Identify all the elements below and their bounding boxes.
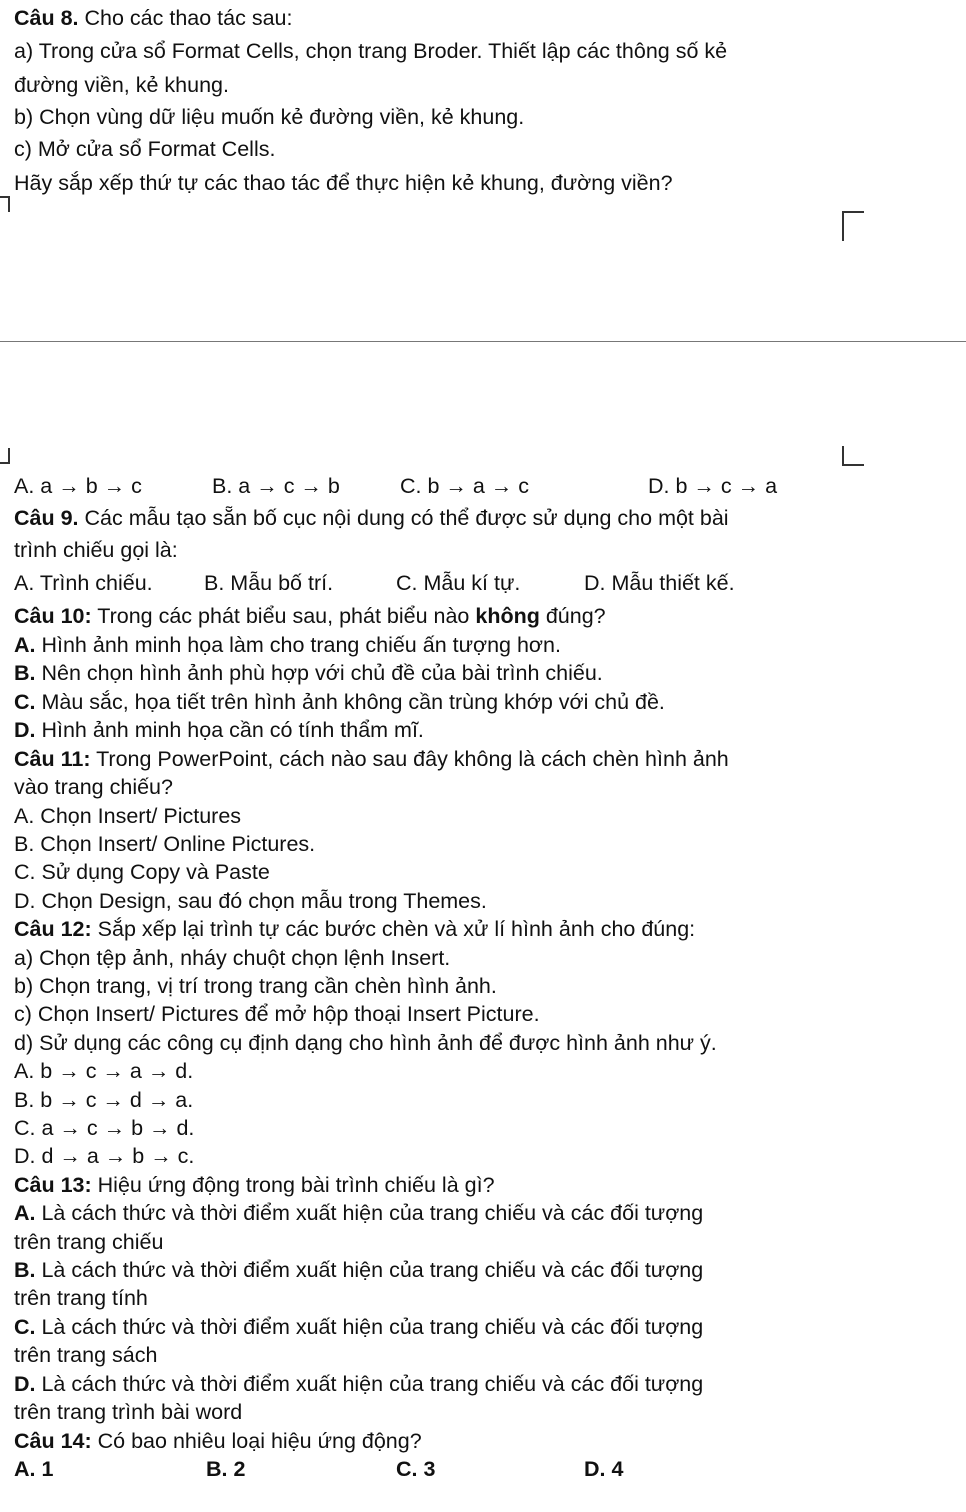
frame-corner-bottom-left [0,462,10,464]
option-letter: A. [14,633,36,657]
q8-option-c: C. b → a → c [400,474,530,498]
divider-line [0,341,966,342]
q13-stem [14,1171,495,1199]
q11-option-a: A. Chọn Insert/ Pictures [14,804,242,828]
q8-option-b: B. a → c → b [212,474,340,498]
q13-option-b-cont: trên trang tính [14,1286,148,1310]
q9-option-b: B. Mẫu bố trí. [204,571,334,595]
q13-option-c [14,1313,703,1341]
q8-item: Hãy sắp xếp thứ tự các thao tác để thực hiện kẻ khung, đường viền? [14,171,673,195]
question-number: Câu 14: [14,1429,92,1453]
question-text: Trong PowerPoint, cách nào sau đây không là cách chèn hình ảnh [90,747,729,771]
question-number: Câu 13: [14,1173,92,1197]
question-number: Câu 12: [14,917,92,941]
option-text: Hình ảnh minh họa cần có tính thẩm mĩ. [35,718,424,742]
q8-option-a: A. a → b → c [14,474,142,498]
option-text: Hình ảnh minh họa làm cho trang chiếu ấn tượng hơn. [35,633,561,657]
question-number: Câu 8. [14,6,79,30]
q11-stem [14,745,729,773]
q14-stem [14,1427,422,1455]
question-text: Các mẫu tạo sẵn bố cục nội dung có thể được sử dụng cho một bài [78,506,729,530]
q12-item: d) Sử dụng các công cụ định dạng cho hình ảnh để được hình ảnh như ý. [14,1031,717,1055]
q10-option-d [14,716,424,744]
q8-item: c) Mở cửa sổ Format Cells. [14,137,276,161]
q13-option-b [14,1256,703,1284]
q10-stem [14,602,606,630]
question-text: Có bao nhiêu loại hiệu ứng động? [91,1429,422,1453]
q13-option-a [14,1199,703,1227]
question-text-end: đúng? [539,604,606,628]
option-letter: D. [14,718,36,742]
option-text: Là cách thức và thời điểm xuất hiện của trang chiếu và các đối tượng [35,1315,704,1339]
emphasis-text: không [475,604,540,628]
q10-option-b [14,659,603,687]
q12-item: a) Chọn tệp ảnh, nháy chuột chọn lệnh Insert. [14,946,451,970]
q14-option-a: A. 1 [14,1457,54,1481]
question-text: Cho các thao tác sau: [78,6,293,30]
q13-option-a-cont: trên trang chiếu [14,1230,164,1254]
q13-option-d [14,1370,703,1398]
frame-corner-top-right [842,211,844,241]
question-number: Câu 10: [14,604,92,628]
q14-option-c: C. 3 [396,1457,436,1481]
option-text: Màu sắc, họa tiết trên hình ảnh không cần trùng khớp với chủ đề. [35,690,665,714]
q10-option-a [14,631,561,659]
question-number: Câu 9. [14,506,79,530]
q11-option-b: B. Chọn Insert/ Online Pictures. [14,832,316,856]
question-number: Câu 11: [14,747,91,771]
q13-option-d-cont: trên trang trình bài word [14,1400,243,1424]
question-text: Trong các phát biểu sau, phát biểu nào [91,604,476,628]
question-text: Hiệu ứng động trong bài trình chiếu là gì? [91,1173,495,1197]
option-text: Nên chọn hình ảnh phù hợp với chủ đề của bài trình chiếu. [35,661,603,685]
option-letter: C. [14,1315,36,1339]
option-letter: D. [14,1372,36,1396]
option-letter: B. [14,661,36,685]
q8-item: đường viền, kẻ khung. [14,73,229,97]
q11-option-c: C. Sử dụng Copy và Paste [14,860,270,884]
q13-option-c-cont: trên trang sách [14,1343,158,1367]
q12-option-c: C. a → c → b → d. [14,1116,195,1140]
q14-option-d: D. 4 [584,1457,624,1481]
q9-option-a: A. Trình chiếu. [14,571,153,595]
option-text: Là cách thức và thời điểm xuất hiện của trang chiếu và các đối tượng [35,1258,704,1282]
option-text: Là cách thức và thời điểm xuất hiện của trang chiếu và các đối tượng [35,1201,704,1225]
q9-stem [14,504,729,532]
q8-option-d: D. b → c → a [648,474,778,498]
q9-option-c: C. Mẫu kí tự. [396,571,521,595]
q12-item: b) Chọn trang, vị trí trong trang cần chèn hình ảnh. [14,974,497,998]
q10-option-c [14,688,665,716]
q12-stem [14,915,695,943]
frame-corner-bottom-right [842,464,864,466]
q8-item: a) Trong cửa sổ Format Cells, chọn trang Broder. Thiết lập các thông số kẻ [14,39,728,63]
option-text: Là cách thức và thời điểm xuất hiện của trang chiếu và các đối tượng [35,1372,704,1396]
q12-item: c) Chọn Insert/ Pictures để mở hộp thoại Insert Picture. [14,1002,540,1026]
q9-option-d: D. Mẫu thiết kế. [584,571,735,595]
frame-corner-top-right [842,211,864,213]
q11-option-d: D. Chọn Design, sau đó chọn mẫu trong Themes. [14,889,487,913]
option-letter: C. [14,690,36,714]
frame-corner-bottom-right [842,446,844,466]
q12-option-b: B. b → c → d → a. [14,1088,194,1112]
option-letter: A. [14,1201,36,1225]
question-text: Sắp xếp lại trình tự các bước chèn và xử lí hình ảnh cho đúng: [91,917,696,941]
q9-stem-cont: trình chiếu gọi là: [14,538,178,562]
frame-corner-top-left [0,196,10,198]
q12-option-d: D. d → a → b → c. [14,1144,195,1168]
q14-option-b: B. 2 [206,1457,246,1481]
q11-stem-cont: vào trang chiếu? [14,775,173,799]
q12-option-a: A. b → c → a → d. [14,1059,194,1083]
frame-corner-top-left [8,196,10,212]
q8-item: b) Chọn vùng dữ liệu muốn kẻ đường viền, kẻ khung. [14,105,525,129]
q8-stem [14,4,292,32]
option-letter: B. [14,1258,36,1282]
